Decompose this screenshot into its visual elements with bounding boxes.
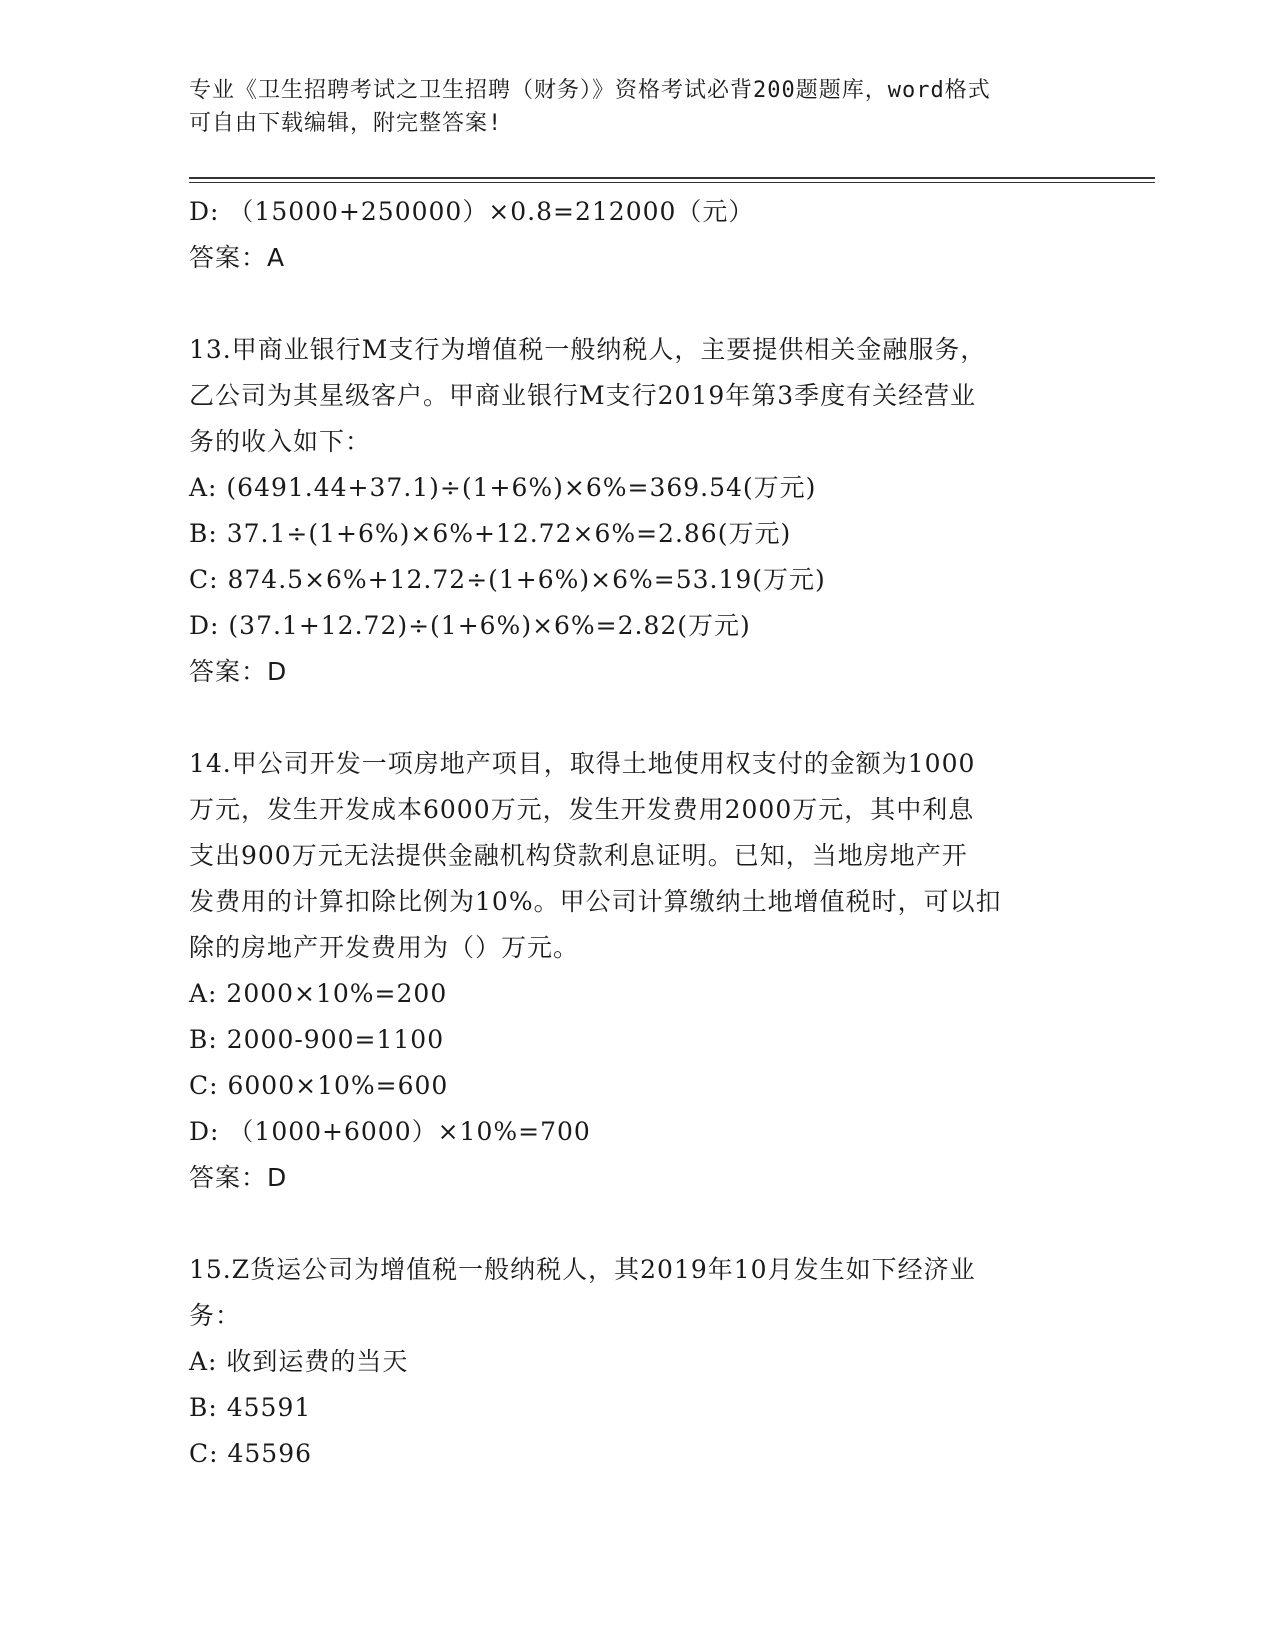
option-b: B: 45591	[189, 1393, 312, 1422]
question-stem-line: 支出900万元无法提供金融机构贷款利息证明。已知，当地房地产开	[189, 841, 968, 870]
spacer	[189, 1201, 1089, 1247]
question-stem-line: 14.甲公司开发一项房地产项目，取得土地使用权支付的金额为1000	[189, 749, 976, 778]
question-stem-line: 发费用的计算扣除比例为10%。甲公司计算缴纳土地增值税时，可以扣	[189, 887, 1002, 916]
spacer	[189, 695, 1089, 741]
option-c: C: 6000×10%=600	[189, 1071, 449, 1100]
option-b: B: 37.1÷(1+6%)×6%+12.72×6%=2.86(万元)	[189, 519, 792, 548]
answer-label: 答案：D	[189, 657, 288, 686]
answer-label: 答案：D	[189, 1163, 288, 1192]
option-d: D: (37.1+12.72)÷(1+6%)×6%=2.82(万元)	[189, 611, 751, 640]
header-line-1: 专业《卫生招聘考试之卫生招聘（财务）》资格考试必背200题题库，word格式	[189, 78, 991, 103]
question-14	[189, 741, 1089, 1201]
document-header	[189, 74, 1069, 140]
question-stem-line: 15.Z货运公司为增值税一般纳税人，其2019年10月发生如下经济业	[189, 1255, 976, 1284]
option-a: A: (6491.44+37.1)÷(1+6%)×6%=369.54(万元)	[189, 473, 817, 502]
option-d: D: （15000+250000）×0.8=212000（元）	[189, 197, 755, 226]
spacer	[189, 281, 1089, 327]
header-line-2: 可自由下载编辑，附完整答案!	[189, 111, 503, 136]
question-12-tail	[189, 189, 1089, 281]
option-c: C: 45596	[189, 1439, 313, 1468]
option-d: D: （1000+6000）×10%=700	[189, 1117, 591, 1146]
option-b: B: 2000-900=1100	[189, 1025, 445, 1054]
option-a: A: 收到运费的当天	[189, 1347, 409, 1376]
document-body	[189, 189, 1089, 1477]
question-stem-line: 万元，发生开发成本6000万元，发生开发费用2000万元，其中利息	[189, 795, 975, 824]
answer-label: 答案：A	[189, 243, 286, 272]
question-stem-line: 13.甲商业银行M支行为增值税一般纳税人，主要提供相关金融服务，	[189, 335, 987, 364]
question-stem-line: 务：	[189, 1301, 242, 1330]
option-c: C: 874.5×6%+12.72÷(1+6%)×6%=53.19(万元)	[189, 565, 826, 594]
option-a: A: 2000×10%=200	[189, 979, 448, 1008]
question-stem-line: 乙公司为其星级客户。甲商业银行M支行2019年第3季度有关经营业	[189, 381, 977, 410]
header-divider-thin	[189, 182, 1155, 183]
question-stem-line: 务的收入如下：	[189, 427, 372, 456]
question-15	[189, 1247, 1089, 1477]
question-13	[189, 327, 1089, 695]
question-stem-line: 除的房地产开发费用为（）万元。	[189, 933, 580, 962]
header-divider-thick	[189, 177, 1155, 179]
